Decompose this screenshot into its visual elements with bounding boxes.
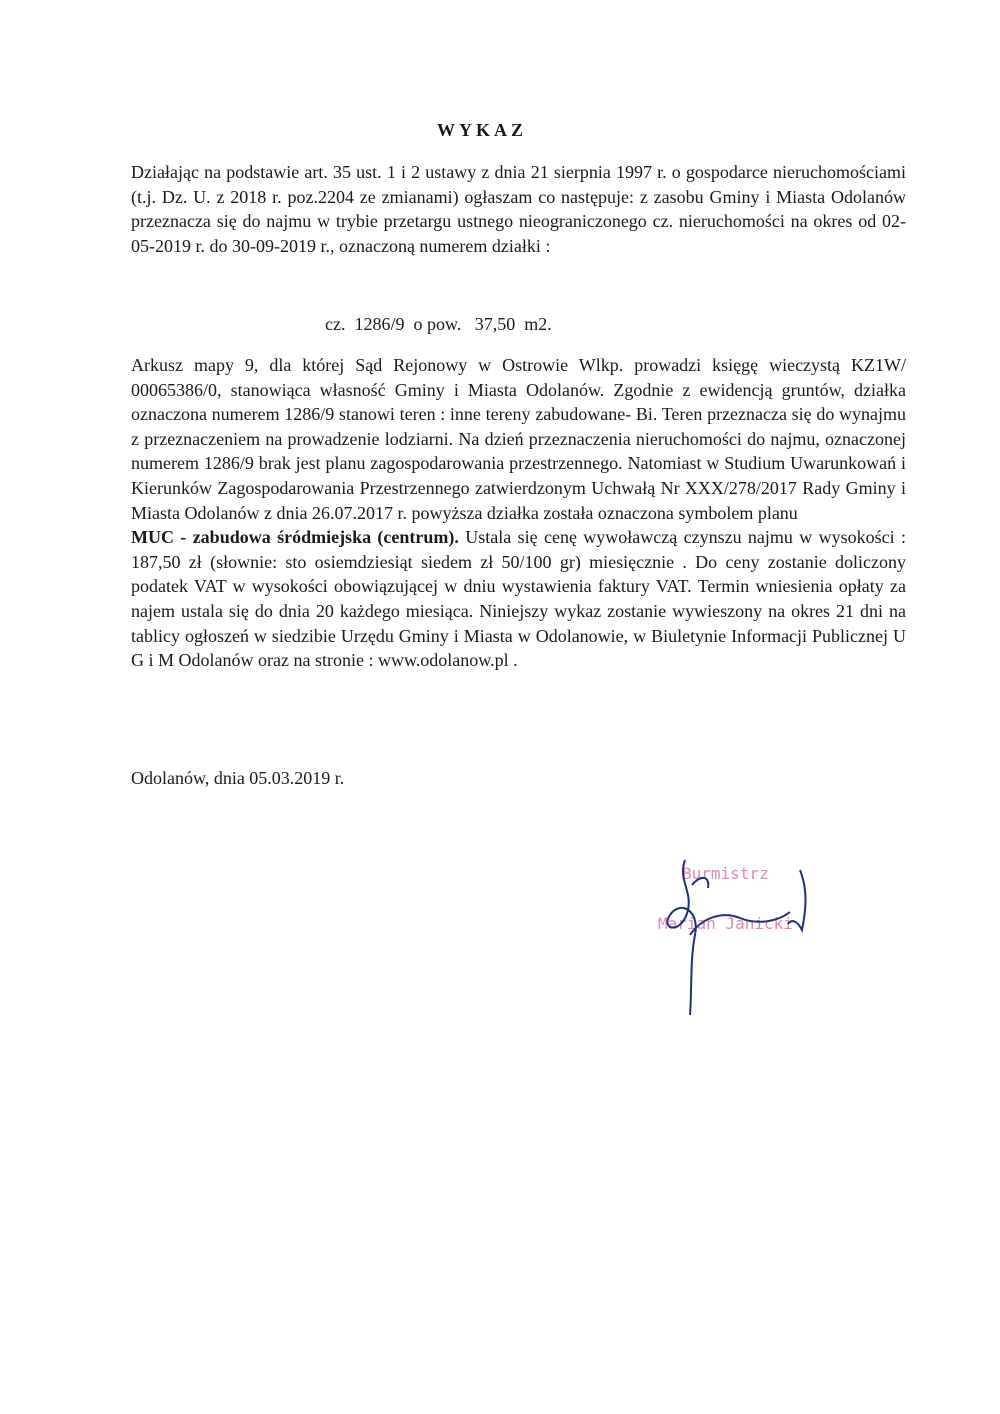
stamp-name: Marian Janicki [658, 914, 793, 933]
stamp-title: Burmistrz [682, 864, 769, 883]
place-and-date: Odolanów, dnia 05.03.2019 r. [131, 768, 345, 788]
intro-paragraph: Działając na podstawie art. 35 ust. 1 i 2 ustawy z dnia 21 sierpnia 1997 r. o gospodarce nieruchomościami (t.j. Dz. U. z 2018 r. poz.2204 ze zmianami) ogłaszam co następuje: z zasobu Gminy i Miasta Odolanów przeznacza się do najmu w trybie przetargu ustnego nieograniczonego cz. nieruchomości na okres od 02-05-2019 r. do 30-09-2019 r., oznaczoną numerem działki : [131, 162, 906, 256]
document-title: WYKAZ [436, 120, 527, 140]
zoning-symbol: MUC - zabudowa śródmiejska (centrum). [131, 527, 459, 548]
details-text-part2: Ustala się cenę wywoławczą czynszu najmu w wysokości : 187,50 zł (słownie: sto osiemdziesiąt siedem zł 50/100 gr) miesięcznie . Do ceny zostanie doliczony podatek VAT w wysokości obowiązującej w dniu wystawienia faktury VAT. Termin wniesienia opłaty za najem ustala się do dnia 20 każdego miesiąca. Niniejszy wykaz zostanie wywieszony na okres 21 dni na tablicy ogłoszeń w siedzibie Urzędu Gminy i Miasta w Odolanowie, w Biuletynie Informacji Publicznej U G i M Odolanów oraz na stronie : www.odolanow.pl . [131, 527, 906, 671]
handwritten-signature [630, 840, 830, 1020]
details-text-part1: Arkusz mapy 9, dla której Sąd Rejonowy w Ostrowie Wlkp. prowadzi księgę wieczystą KZ1W/ 00065386/0, stanowiąca własność Gminy i Miasta Odolanów. Zgodnie z ewidencją gruntów, działka oznaczona numerem 1286/9 stanowi teren : inne tereny zabudowane- Bi. Teren przeznacza się do wynajmu z przeznaczeniem na prowadzenie lodziarni. Na dzień przeznaczenia nieruchomości do najmu, oznaczonej numerem 1286/9 brak jest planu zagospodarowania przestrzennego. Natomiast w Studium Uwarunkowań i Kierunków Zagospodarowania Przestrzennego zatwierdzonym Uchwałą Nr XXX/278/2017 Rady Gminy i Miasta Odolanów z dnia 26.07.2017 r. powyższa działka została oznaczona symbolem planu [131, 355, 906, 523]
details-paragraph [131, 353, 906, 673]
signature-block [630, 840, 830, 1020]
parcel-line: cz. 1286/9 o pow. 37,50 m2. [325, 314, 552, 334]
